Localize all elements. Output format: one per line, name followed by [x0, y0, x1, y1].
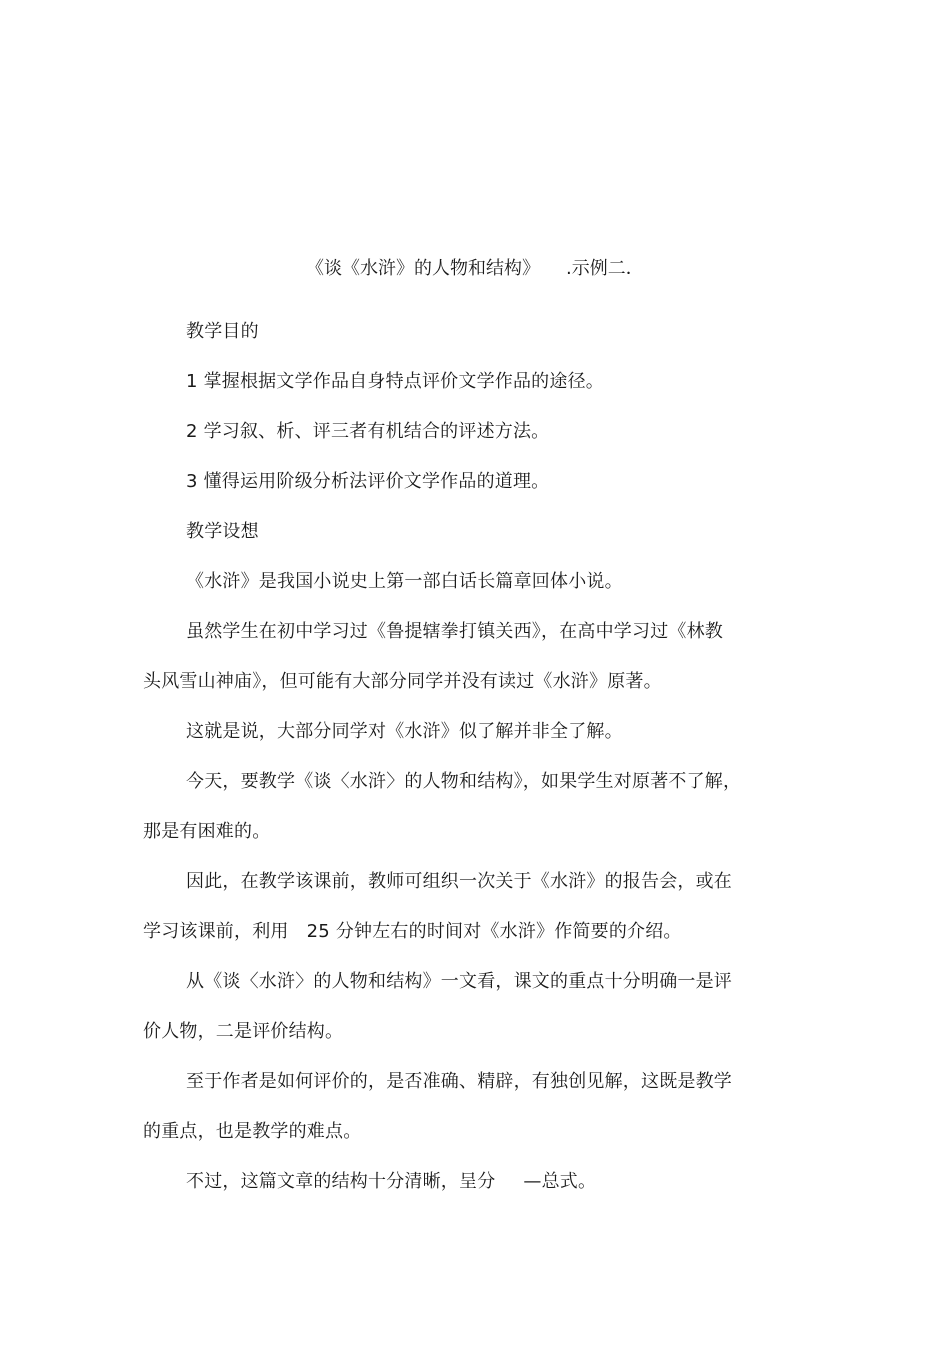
heading-teaching-goals: 教学目的: [186, 321, 259, 342]
goal-item-3: 3 懂得运用阶级分析法评价文学作品的道理。: [186, 471, 550, 492]
paragraph-1: 《水浒》是我国小说史上第一部白话长篇章回体小说。: [186, 571, 623, 592]
paragraph-7-line-2: 的重点，也是教学的难点。: [143, 1121, 362, 1142]
paragraph-3: 这就是说，大部分同学对《水浒》似了解并非全了解。: [186, 721, 623, 742]
title-main: 《谈《水浒》的人物和结构》: [306, 258, 540, 279]
paragraph-2-line-1: 虽然学生在初中学习过《鲁提辖拳打镇关西》，在高中学习过《林教: [186, 621, 723, 642]
paragraph-5-line-1: 因此，在教学该课前，教师可组织一次关于《水浒》的报告会，或在: [186, 871, 732, 892]
paragraph-2-line-2: 头风雪山神庙》，但可能有大部分同学并没有读过《水浒》原著。: [143, 671, 662, 692]
paragraph-6-line-1: 从《谈〈水浒〉的人物和结构》一文看，课文的重点十分明确一是评: [186, 971, 732, 992]
paragraph-7-line-1: 至于作者是如何评价的，是否准确、精辟，有独创见解，这既是教学: [186, 1071, 732, 1092]
paragraph-6-line-2: 价人物，二是评价结构。: [143, 1021, 344, 1042]
goal-item-2: 2 学习叙、析、评三者有机结合的评述方法。: [186, 421, 550, 442]
paragraph-4-line-2: 那是有困难的。: [143, 821, 271, 842]
paragraph-8a: 不过，这篇文章的结构十分清晰，呈分: [186, 1171, 496, 1192]
goal-item-1: 1 掌握根据文学作品自身特点评价文学作品的途径。: [186, 371, 604, 392]
document-title: [306, 257, 644, 281]
title-suffix: .示例二．: [566, 258, 644, 279]
paragraph-8b: —总式。: [523, 1171, 597, 1192]
paragraph-4-line-1: 今天，要教学《谈〈水浒〉的人物和结构》，如果学生对原著不了解，: [186, 771, 742, 792]
paragraph-5-line-2: [143, 920, 682, 944]
paragraph-5-line-2b: 25 分钟左右的时间对《水浒》作简要的介绍。: [306, 921, 682, 942]
paragraph-5-line-2a: 学习该课前，利用: [143, 921, 289, 942]
paragraph-8: [186, 1170, 596, 1194]
heading-teaching-design: 教学设想: [186, 521, 259, 542]
